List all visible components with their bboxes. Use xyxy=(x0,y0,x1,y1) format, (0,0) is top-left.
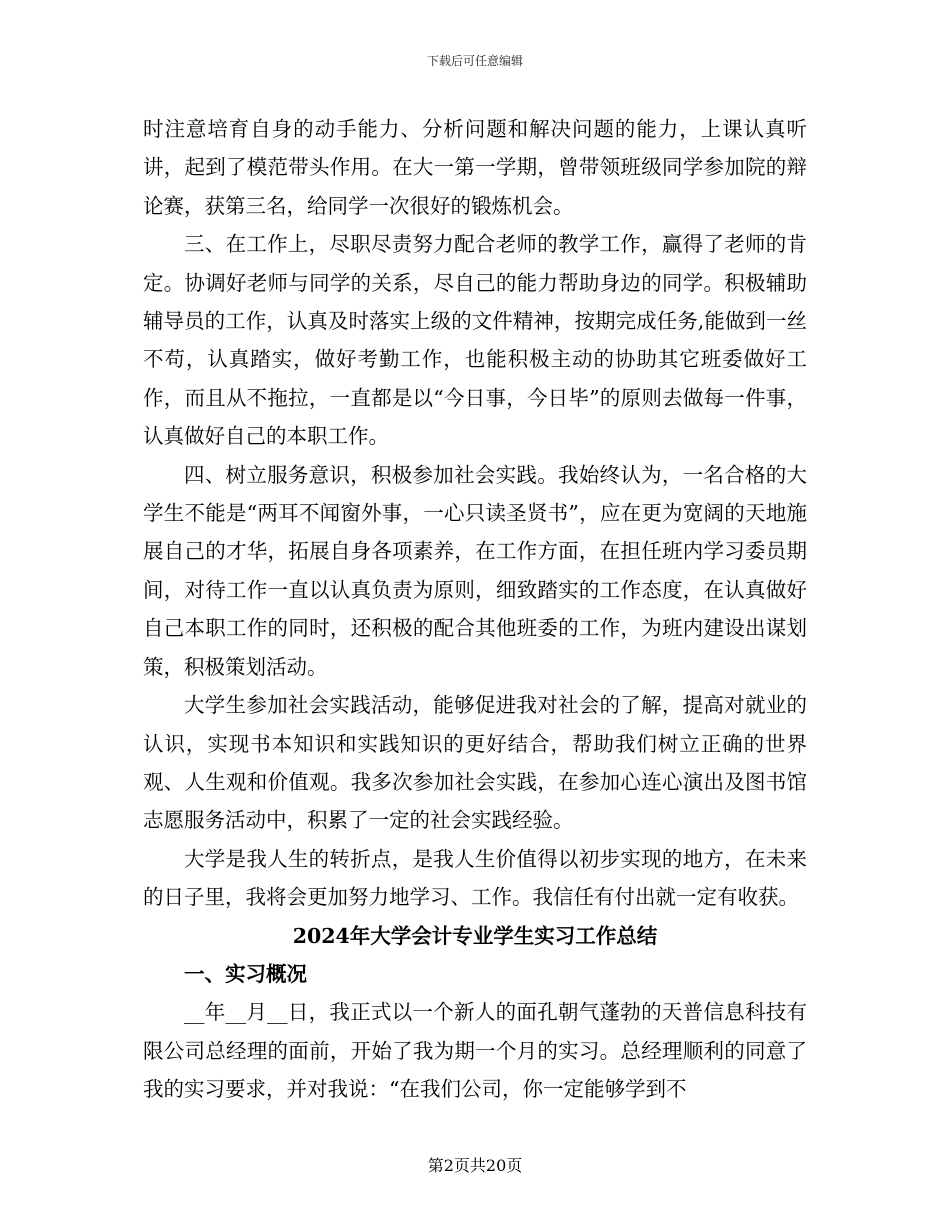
document-body xyxy=(143,110,807,1109)
section-heading: 一、实习概况 xyxy=(184,961,307,986)
paragraph-conclusion: 大学是我人生的转折点，是我人生价值得以初步实现的地方，在未来的日子里，我将会更加努力地学习、工作。我信任有付出就一定有收获。 xyxy=(143,846,807,910)
page-footer: 第2页共20页 xyxy=(427,1156,523,1175)
section-title: 2024年大学会计专业学生实习工作总结 xyxy=(292,923,658,948)
page-header: 下载后可任意编辑 xyxy=(426,54,523,68)
paragraph-service: 四、树立服务意识，积极参加社会实践。我始终认为，一名合格的大学生不能是“两耳不闻窗外事，一心只读圣贤书”，应在更为宽阔的天地施展自己的才华，拓展自身各项素养，在工作方面，在担任班内学习委员期间，对待工作一直以认真负责为原则，细致踏实的工作态度，在认真做好自己本职工作的同时，还积极的配合其他班委的工作，为班内建设出谋划策，积极策划活动。 xyxy=(143,462,807,679)
paragraph-social-practice: 大学生参加社会实践活动，能够促进我对社会的了解，提高对就业的认识，实现书本知识和实践知识的更好结合，帮助我们树立正确的世界观、人生观和价值观。我多次参加社会实践，在参加心连心演出及图书馆志愿服务活动中，积累了一定的社会实践经验。 xyxy=(143,693,807,833)
paragraph-continuation: 时注意培育自身的动手能力、分析问题和解决问题的能力，上课认真听讲，起到了模范带头作用。在大一第一学期，曾带领班级同学参加院的辩论赛，获第三名，给同学一次很好的锻炼机会。 xyxy=(143,117,807,218)
paragraph-internship: __年__月__日，我正式以一个新人的面孔朝气蓬勃的天普信息科技有限公司总经理的面前，开始了我为期一个月的实习。总经理顺利的同意了我的实习要求，并对我说：“在我们公司，你一定能够学到不 xyxy=(143,1000,807,1102)
paragraph-work: 三、在工作上，尽职尽责努力配合老师的教学工作，赢得了老师的肯定。协调好老师与同学的关系，尽自己的能力帮助身边的同学。积极辅助辅导员的工作，认真及时落实上级的文件精神，按期完成任务,能做到一丝不苟，认真踏实，做好考勤工作，也能积极主动的协助其它班委做好工作，而且从不拖拉，一直都是以“今日事，今日毕”的原则去做每一件事，认真做好自己的本职工作。 xyxy=(143,232,807,449)
